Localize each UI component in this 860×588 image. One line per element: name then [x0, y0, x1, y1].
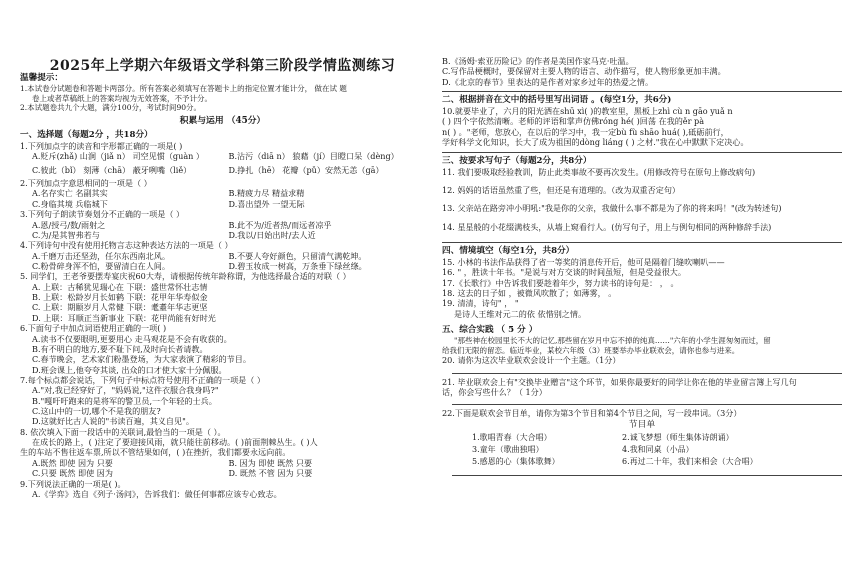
- q4-options-row: [20, 251, 425, 261]
- q4-options-row: [20, 261, 425, 271]
- q5-stem: 5. 同学们，王老爷要摆寿宴庆祝60大寿，请根据传统年龄称谓，为他选择最合适的对联（ ）: [20, 271, 351, 282]
- q1-option-a: A.贬斥(zhǎ) 山涧（jiǎ n） 司空见惯（guàn ）: [32, 151, 205, 162]
- program-item: 6.再过二十年，我们来相会（大合唱）: [622, 457, 758, 467]
- q17-text: 17.《长歌行》中告诉我们要趁着年少，努力读书的诗句是： ， 。: [442, 277, 679, 288]
- q2-option-d: D.喜出望外 一望无际: [228, 198, 305, 209]
- q2-options-row: [20, 199, 425, 209]
- q5-option-a: A. 上联：古稀犹见瑞心在 下联：盛世常怀壮志情: [32, 281, 208, 292]
- q8-option-a: A.既然 即使 因为 只要: [32, 457, 113, 468]
- q4-option-a: A.千磨万击还坚劲，任尔东西南北风。: [32, 250, 170, 261]
- program-row: [472, 444, 772, 456]
- q8-stem: 8. 依次填入下面一段话中的关联词,最恰当的一项是（ ）。: [20, 426, 226, 437]
- q8-passage: 在成长的路上，( )注定了要迎接风雨，就只能往前移动。( )前面荆棘丛生。( )人: [32, 437, 318, 448]
- q4-stem: 4.下列诗句中没有使用托物言志这种表达方法的一项是（ ）: [20, 240, 233, 251]
- q19-text: 19. 清清，诗句" ， ": [442, 298, 519, 309]
- notice-line: 2.本试题卷共九个大题，满分100分，考试时间90分。: [20, 103, 202, 113]
- q9-option-c: C.写作品梗概时，要保留对主要人物的语言、动作描写，使人物形象更加丰满。: [442, 66, 726, 77]
- q11-text: 11. 我们要吸取经验教训，防止此类事故不要再次发生。(用修改符号在原句上修改病句): [442, 166, 756, 177]
- program-title: 节目单: [628, 419, 656, 430]
- q16-text: 16. " ，胜读十年书。"是说与对方交谈的时间虽短，但是受益很大。: [442, 267, 686, 278]
- answer-line: [452, 475, 842, 476]
- q22-text: 22.下面是联欢会节目单，请你为第3个节目和第4个节目之间，写一段串词。（3分）: [442, 408, 742, 419]
- exam-title: 2025年上学期六年级语文学科第三阶段学情监测练习: [49, 58, 396, 74]
- q2-option-c: C.身临其境 兵临城下: [32, 198, 108, 209]
- q10-text: 10.就要毕业了，六月的阳光洒在shū xì( )的教室里，黑板上zhì cù n gāo yuǎ n: [442, 106, 733, 117]
- divider: [442, 242, 842, 243]
- program-item: 1.歌唱青春（大合唱）: [472, 432, 552, 442]
- q2-options-row: [20, 188, 425, 198]
- q9-option-b: B.《汤姆·索亚历险记》的作者是美国作家马克·吐温。: [442, 56, 634, 66]
- q14-text: 14. 星星般的小花缀满枝头，从墙上窥看行人。(仿写句子，用上与例句相同的两种修辞手法): [442, 221, 772, 232]
- q10-text: 学好科学文化知识，长大了成为祖国的dòng liáng ( ) 之材."我在心中默默下定决心。: [442, 137, 749, 148]
- section1-heading: 一、选择题（每题2分 ，共18分）: [20, 130, 153, 141]
- part-title: 积累与运用 （45分）: [179, 115, 266, 126]
- q8-option-c: C.只要 既然 即使 因为: [32, 468, 113, 479]
- q1-options-row: [20, 165, 425, 175]
- program-item: 2.诚飞梦想（师生集体诗朗诵）: [622, 432, 734, 442]
- q8-option-d: D. 既然 不管 因为 只要: [228, 468, 313, 479]
- q7-stem: 7.每个标点都会说话，下列句子中标点符号使用不正确的一项是（ ）: [20, 374, 266, 385]
- q1-stem: 1.下列加点字的读音和字形都正确的一项是( ): [20, 141, 183, 152]
- q6-stem: 6.下面句子中加点词语使用正确的一项( ): [20, 323, 167, 334]
- q7-option-b: B."嘎吁吁跑来的是将军的警卫员,一个年轻的士兵。: [32, 395, 217, 406]
- q1-option-d: D.挣扎（hē） 花瓣（pǔ）安然无恙（gā）: [228, 164, 384, 175]
- section2-heading: 二、根据拼音在文中的括号里写出词语 。(每空1分，共6分): [442, 95, 672, 106]
- program-list: [472, 432, 772, 469]
- q10-text: ( ) 四个字依然清晰。老师的评语和掌声仿佛róng hé( )回荡 在我的ěr pà: [442, 116, 705, 127]
- program-row: [472, 456, 772, 468]
- q18-text: 18. 这去的日子如 ，被微风吹散了；如薄雾， 。: [442, 288, 617, 299]
- section4-heading: 四、情境填空（每空1分，共8分）: [442, 245, 575, 256]
- notice-line: 1.本试卷分试题卷和答题卡两部分。所有答案必须填写在答题卡上的指定位置才能计分， 做在试 题: [20, 84, 347, 93]
- q20-text: 20. 请你为这次毕业联欢会设计一个主题。（1分）: [442, 355, 621, 366]
- q3-option-c: C.为/是其智弗若与: [32, 229, 100, 240]
- q1-option-c: C.彼此（bǐ） 刻薄（chā） 蔽牙咧嘴（liě）: [32, 164, 192, 175]
- section5-intro: 给我们无限的留恋。临近毕业，某校六年级（3）班要举办毕业联欢会，请你也参与进来。: [442, 345, 740, 355]
- q19-text: 是诗人王维对元二的依 依惜别之情。: [454, 308, 587, 319]
- q3-option-a: A.恩/授弓/数/雨射之: [32, 219, 106, 230]
- notice-heading: 温馨提示：: [20, 73, 63, 83]
- q21-text: 21. 毕业联欢会上有"交换毕业赠言"这个环节，如果你最要好的同学让你在他的毕业留言簿上写几句: [442, 376, 797, 387]
- section3-heading: 三、按要求写句子（每题2分，共8分）: [442, 155, 592, 166]
- program-row: [472, 432, 772, 444]
- q6-option-b: B.有不明白的地方,要不耻下问,及时向长者请教。: [32, 343, 208, 354]
- q21-text: 话，你会写些什么？（ 1分）: [442, 387, 547, 398]
- q3-options-row: [20, 230, 425, 240]
- q3-stem: 3.下列句子朗读节奏划分不正确的一项是（ ）: [20, 209, 185, 220]
- q15-text: 15. 小林的书法作品获得了省一等奖的消息传开后，他可是隔着门缝吹喇叭——: [442, 256, 725, 267]
- q5-option-d: D. 上联：耳顺正当新事业 下联：花甲尚能有好时光: [32, 312, 216, 323]
- q6-option-d: D.班会课上,他夸夸其谈, 出众的口才使大家十分佩服。: [32, 364, 227, 375]
- q7-option-d: D.这就好比古人说的"书读百遍，其义自见"。: [32, 416, 194, 427]
- q4-option-d: D.碧玉妆成一树高，万条垂下绿丝绦。: [228, 260, 367, 271]
- q6-option-a: A.读书不仅要眼明,更要用心 走马观花是不会有收获的。: [32, 333, 232, 344]
- q1-options-row: [20, 151, 425, 161]
- program-item: 5.感恩的心（集体歌舞）: [472, 457, 560, 467]
- q3-option-d: D.我以/日始出时/去人近: [228, 229, 316, 240]
- q8-option-b: B. 因为 即使 既然 只要: [228, 457, 313, 468]
- right-column: [442, 56, 842, 476]
- q9-option-d: D.《北京的春节》里表达的是作者对家乡过年的热爱之情。: [442, 76, 654, 87]
- q8-passage: 生的车站不售往返车票,所以不管结果如何，( )在挫折，我们都要永远向前。: [20, 447, 291, 458]
- answer-line: [452, 373, 842, 374]
- q2-stem: 2.下列加点字意思相同的一项是（ ）: [20, 178, 152, 189]
- q8-options-row: [20, 458, 425, 468]
- divider: [442, 91, 842, 92]
- q3-options-row: [20, 220, 425, 230]
- left-column: [20, 73, 425, 499]
- section5-intro: "那些神在校园里长不大的记忆,那些留在岁月中忘不掉的纯真……"六年的小学生涯匆匆而过，留: [454, 336, 771, 346]
- divider: [442, 152, 842, 153]
- notice-line: 卷上或者草稿纸上的答案均视为无效答案，不予计分。: [32, 93, 212, 103]
- q12-text: 12. 妈妈的话语虽然重了些，但还是有道理的。（改为双重否定句）: [442, 184, 681, 195]
- q13-text: 13. 父亲站在路旁冲小明吼:"我是你的父亲，我做什么事不都是为了你的将来吗！"(改为转述句): [442, 203, 782, 214]
- program-item: 3.童年（歌曲独唱）: [472, 445, 544, 455]
- q1-option-b: B.沾污（diā n） 狼藉（jí）目瞪口呆（dèng）: [228, 151, 399, 162]
- q9-stem: 9.下列说法正确的一项是( )。: [20, 478, 126, 489]
- q4-option-c: C.粉骨碎身浑不怕，要留清白在人间。: [32, 260, 170, 271]
- q5-option-b: B. 上联：松龄岁月长如鹤 下联：花甲年华寿似金: [32, 292, 208, 303]
- section5-heading: 五、综合实践 （ 5 分 ）: [442, 325, 538, 336]
- q2-option-b: B.精疲力尽 精益求精: [228, 188, 305, 199]
- q7-option-a: A."对,我已经穿好了，"妈妈说,"这件衣服合我身吗?": [32, 385, 219, 396]
- q10-text: n( ) 。"老师，您放心，在以后的学习中，我一定bù fù shāo huá( ),砥砺前行，: [442, 126, 729, 137]
- q5-option-c: C. 上联：期颐岁月人常健 下联：耄耋年华志更坚: [32, 302, 208, 313]
- answer-line: [452, 404, 842, 405]
- q7-option-c: C.这山中的一切,哪个不是我的朋友?: [32, 406, 161, 417]
- q3-option-b: B.此不为/近者热/而远者凉乎: [228, 219, 332, 230]
- q2-option-a: A.名存实亡 名副其实: [32, 188, 108, 199]
- q8-options-row: [20, 468, 425, 478]
- q6-option-c: C.春节晚会，艺术家们粉墨登场，为大家表演了精彩的节目。: [32, 354, 251, 365]
- program-item: 4.我和同桌（小品）: [622, 445, 694, 455]
- q4-option-b: B.不要人夸好颜色，只留清气满乾坤。: [228, 250, 367, 261]
- q9-option-a: A.《学弈》选自《列子·汤问》，告诉我们：做任何事都应该专心致志。: [32, 488, 282, 499]
